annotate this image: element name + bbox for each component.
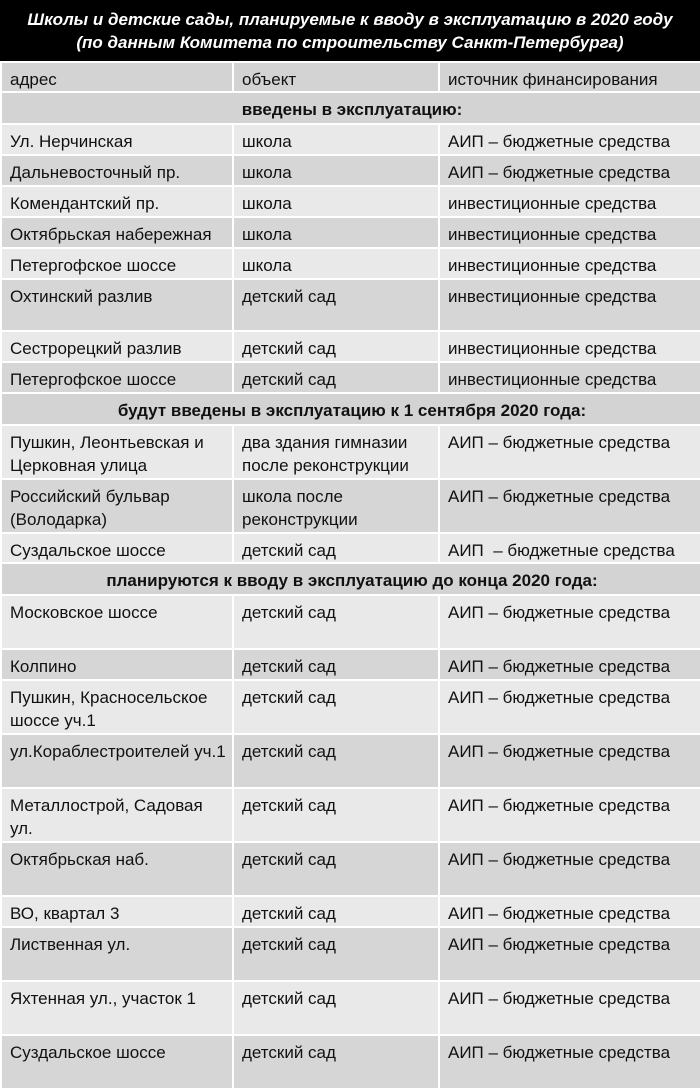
cell-address: Российский бульвар (Володарка) [1,479,233,533]
cell-address: Московское шоссе [1,595,233,649]
section-row [1,393,700,425]
cell-funding: АИП – бюджетные средства [439,1035,700,1089]
cell-object: детский сад [233,734,439,788]
table-row [1,533,700,563]
cell-address: Суздальское шоссе [1,533,233,563]
cell-object: школа после реконструкции [233,479,439,533]
title-line-1: Школы и детские сады, планируемые к вводу в эксплуатацию в 2020 году [27,10,673,29]
cell-object: детский сад [233,649,439,680]
table-row [1,595,700,649]
table-row [1,1035,700,1089]
cell-object: детский сад [233,788,439,842]
cell-object: школа [233,124,439,155]
cell-address: Металлострой, Садовая ул. [1,788,233,842]
cell-funding: инвестиционные средства [439,217,700,248]
cell-funding: АИП – бюджетные средства [439,479,700,533]
cell-object: детский сад [233,331,439,362]
cell-address: ВО, квартал 3 [1,896,233,927]
cell-funding: АИП – бюджетные средства [439,981,700,1035]
cell-funding: инвестиционные средства [439,362,700,393]
header-row [1,62,700,92]
table-row [1,155,700,186]
table-row [1,649,700,680]
cell-funding: АИП – бюджетные средства [439,649,700,680]
cell-funding: АИП – бюджетные средства [439,788,700,842]
cell-funding: АИП – бюджетные средства [439,896,700,927]
section-row [1,92,700,124]
table-row [1,896,700,927]
cell-address: Петергофское шоссе [1,362,233,393]
cell-address: Суздальское шоссе [1,1035,233,1089]
cell-object: детский сад [233,896,439,927]
cell-object: школа [233,186,439,217]
cell-address: Октябрьская набережная [1,217,233,248]
section-row [1,563,700,595]
cell-object: детский сад [233,595,439,649]
header-address: адрес [1,62,233,92]
table-row [1,217,700,248]
table-row [1,425,700,479]
cell-object: детский сад [233,279,439,331]
table-row [1,734,700,788]
cell-address: Яхтенная ул., участок 1 [1,981,233,1035]
cell-object: детский сад [233,842,439,896]
table-row [1,362,700,393]
cell-object: детский сад [233,981,439,1035]
table-row [1,788,700,842]
cell-object: детский сад [233,680,439,734]
table-row [1,279,700,331]
cell-funding: АИП – бюджетные средства [439,533,700,563]
cell-object: школа [233,217,439,248]
table-row [1,680,700,734]
cell-funding: АИП – бюджетные средства [439,155,700,186]
cell-funding: АИП – бюджетные средства [439,927,700,981]
cell-address: Ул. Нерчинская [1,124,233,155]
cell-object: детский сад [233,927,439,981]
cell-object: школа [233,155,439,186]
cell-funding: инвестиционные средства [439,279,700,331]
cell-object: детский сад [233,362,439,393]
cell-address: Сестрорецкий разлив [1,331,233,362]
cell-funding: АИП – бюджетные средства [439,425,700,479]
cell-object: детский сад [233,533,439,563]
cell-funding: АИП – бюджетные средства [439,595,700,649]
table-row [1,331,700,362]
section-title: введены в эксплуатацию: [1,92,700,124]
cell-object: детский сад [233,1035,439,1089]
cell-funding: инвестиционные средства [439,248,700,279]
table-row [1,981,700,1035]
table-row [1,248,700,279]
cell-funding: инвестиционные средства [439,331,700,362]
cell-address: ул.Кораблестроителей уч.1 [1,734,233,788]
cell-address: Петергофское шоссе [1,248,233,279]
cell-address: Дальневосточный пр. [1,155,233,186]
table-row [1,124,700,155]
table-row [1,927,700,981]
cell-address: Октябрьская наб. [1,842,233,896]
cell-address: Колпино [1,649,233,680]
table-row [1,842,700,896]
section-title: будут введены в эксплуатацию к 1 сентября 2020 года: [1,393,700,425]
table-row [1,479,700,533]
table-row [1,186,700,217]
section-title: планируются к вводу в эксплуатацию до конца 2020 года: [1,563,700,595]
cell-funding: инвестиционные средства [439,186,700,217]
cell-object: школа [233,248,439,279]
header-funding: источник финансирования [439,62,700,92]
cell-funding: АИП – бюджетные средства [439,842,700,896]
cell-address: Пушкин, Леонтьевская и Церковная улица [1,425,233,479]
cell-address: Охтинский разлив [1,279,233,331]
cell-funding: АИП – бюджетные средства [439,734,700,788]
cell-address: Лиственная ул. [1,927,233,981]
cell-funding: АИП – бюджетные средства [439,124,700,155]
cell-address: Комендантский пр. [1,186,233,217]
title-line-2: (по данным Комитета по строительству Санкт-Петербурга) [76,33,624,52]
table-title [0,0,700,61]
schools-table [0,61,700,1090]
cell-address: Пушкин, Красносельское шоссе уч.1 [1,680,233,734]
cell-funding: АИП – бюджетные средства [439,680,700,734]
cell-object: два здания гимназии после реконструкции [233,425,439,479]
header-object: объект [233,62,439,92]
